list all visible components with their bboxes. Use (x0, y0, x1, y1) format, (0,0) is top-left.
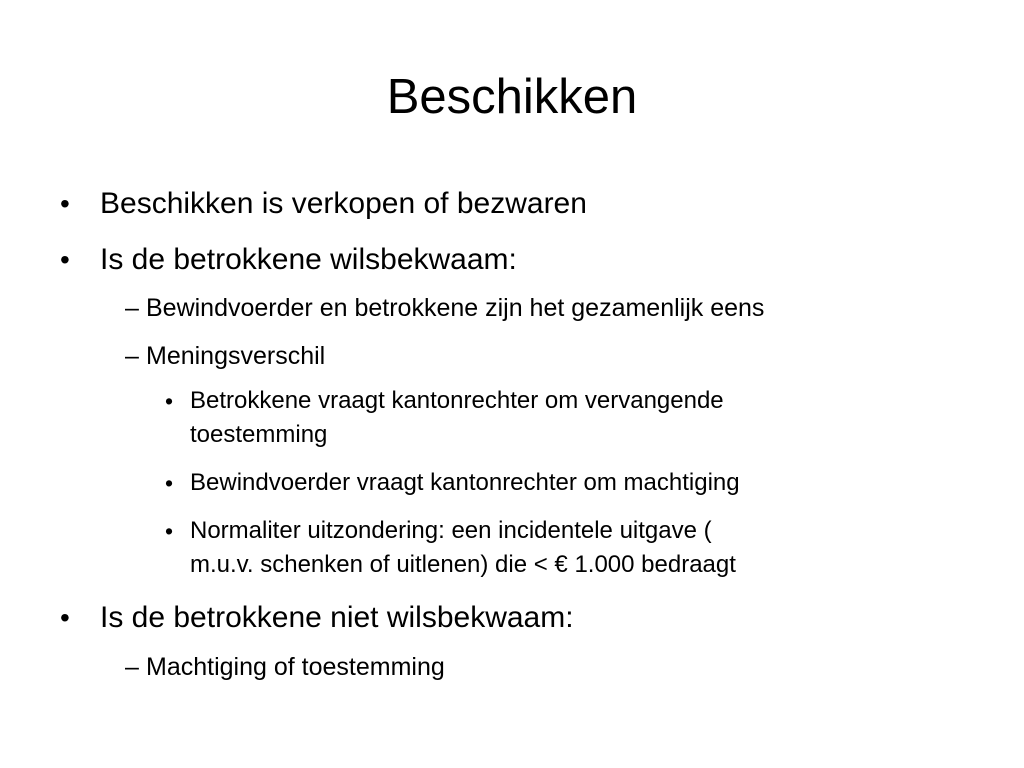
sub-sub-bullet-text: Betrokkene vraagt kantonrechter om vervangende (190, 387, 724, 414)
bullet-text: Is de betrokkene niet wilsbekwaam: (100, 601, 574, 634)
slide-title: Beschikken (386, 70, 638, 124)
sub-bullet-text: Machtiging of toestemming (146, 653, 445, 681)
bullet-marker: • (60, 244, 70, 275)
bullet-text: Is de betrokkene wilsbekwaam: (100, 243, 517, 276)
bullet-marker: • (60, 188, 70, 219)
bullet-marker: • (165, 470, 174, 496)
dash-marker: – (125, 294, 139, 322)
bullet-text: Beschikken is verkopen of bezwaren (100, 187, 587, 220)
bullet-marker: • (60, 602, 70, 633)
sub-sub-bullet-text: toestemming (190, 421, 328, 448)
sub-bullet-text: Bewindvoerder en betrokkene zijn het gezamenlijk eens (146, 294, 765, 322)
sub-sub-bullet-text: Bewindvoerder vraagt kantonrechter om machtiging (190, 469, 740, 496)
bullet-marker: • (165, 518, 174, 544)
sub-bullet-text: Meningsverschil (146, 342, 326, 370)
sub-sub-bullet-text: Normaliter uitzondering: een incidentele uitgave ( (190, 517, 712, 544)
sub-sub-bullet-text: m.u.v. schenken of uitlenen) die < € 1.000 bedraagt (190, 551, 736, 578)
bullet-marker: • (165, 388, 174, 414)
dash-marker: – (125, 653, 139, 681)
dash-marker: – (125, 342, 139, 370)
